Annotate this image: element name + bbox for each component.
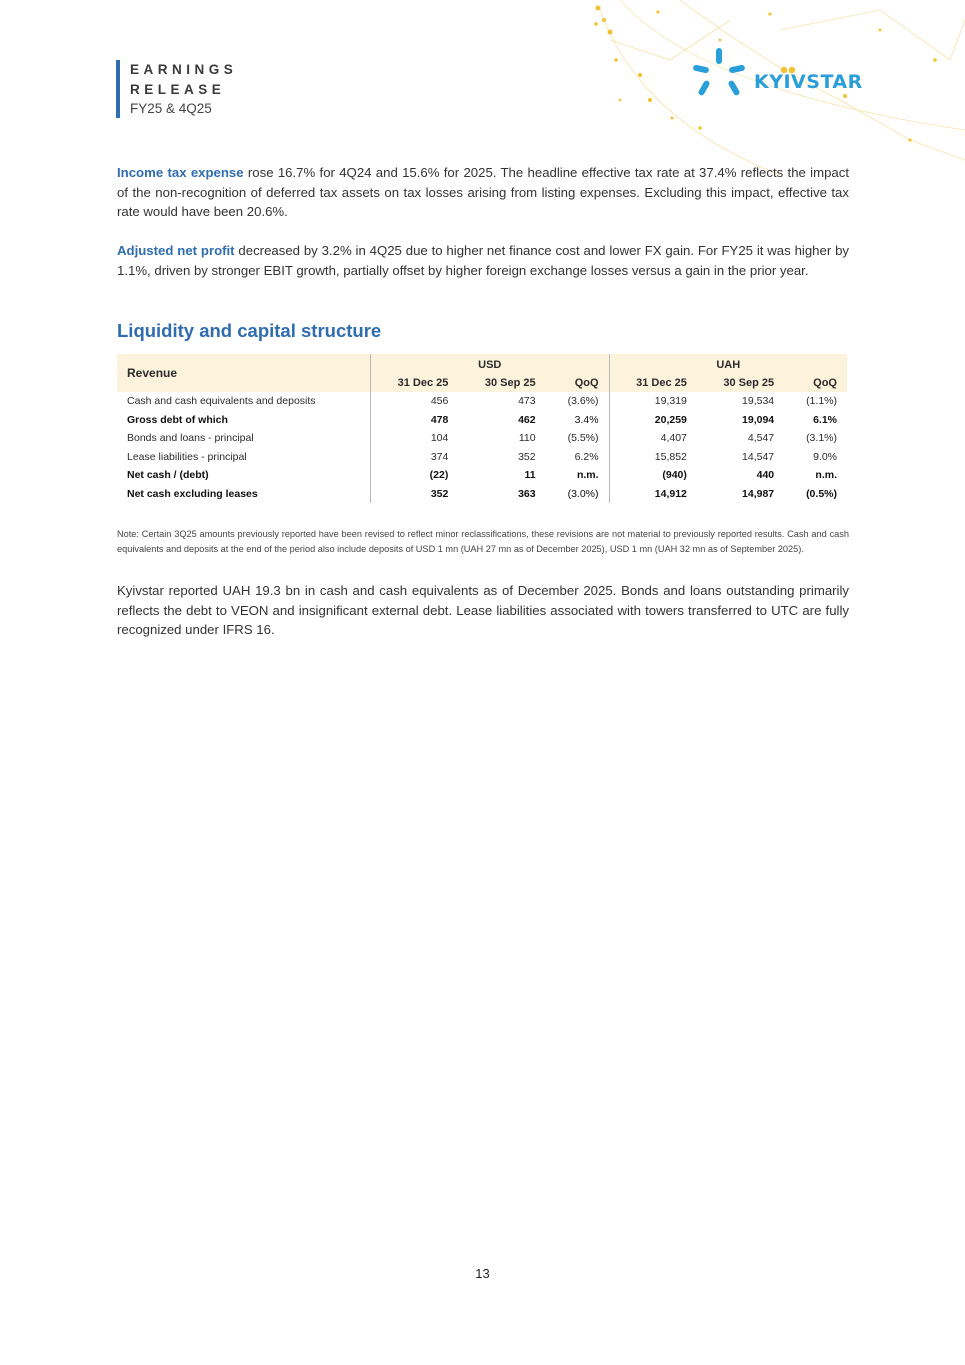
table-row [117,448,847,467]
table-cell: 20,259 [609,411,697,430]
row-label: Net cash excluding leases [127,487,258,500]
table-row [117,411,847,430]
table-cell: 19,319 [609,392,697,411]
table-note: Note: Certain 3Q25 amounts previously reported have been revised to reflect minor reclassifications, these revisions are not material to previously reported results. Cash and cash equivalents and deposits at the end of the period also include deposits of USD 1 mn (UAH 27 mn as of December 2025), USD 1 mn (UAH 32 mn as of September 2025). [117,529,849,554]
table-cell: (3.1%) [806,432,837,445]
table-cell: 4,407 [609,429,697,448]
star-icon [693,48,746,96]
page-number: 13 [475,1266,490,1281]
table-row [117,485,847,504]
table-cell: 478 [371,411,459,430]
table-cell: 440 [756,469,775,482]
table-row [117,429,847,448]
header-period: FY25 & 4Q25 [130,101,212,116]
table-cell: 14,987 [742,487,775,500]
table-row-header: Revenue [117,354,371,392]
row-label: Lease liabilities - principal [127,450,247,463]
table-cell: (5.5%) [567,432,599,445]
logo-text: KYIVSTAR [754,71,863,93]
column-header: QoQ [546,374,609,392]
table-cell: (3.6%) [567,395,599,408]
column-header: 30 Sep 25 [458,374,545,392]
document-header [116,60,237,118]
table-cell: 19,534 [742,395,775,408]
row-label: Net cash / (debt) [127,469,209,482]
section-title: Liquidity and capital structure [117,320,382,341]
table-cell: 462 [518,413,536,426]
income-tax-paragraph [117,163,849,222]
table-cell: 352 [371,485,459,504]
table-cell: 363 [518,487,536,500]
row-label: Gross debt of which [127,413,228,426]
table-cell: 110 [518,432,536,445]
table-cell: 15,852 [609,448,697,467]
table-cell: 473 [518,395,536,408]
table-cell: 6.1% [813,413,837,426]
table-cell: (940) [609,466,697,485]
table-cell: (3.0%) [567,487,599,500]
liquidity-table [117,354,847,503]
table-cell: (1.1%) [806,395,837,408]
table-cell: 11 [524,469,536,482]
income-tax-text: rose 16.7% for 4Q24 and 15.6% for 2025. The headline effective tax rate at 37.4% reflects the impact of the non-recognition of deferred tax assets on tax losses arising from listing expenses. Excluding this impact, effective tax rate would have been 20.6%. [117,165,850,219]
table-cell: 4,547 [747,432,775,445]
table-cell: 3.4% [574,413,599,426]
table-row [117,392,847,411]
income-tax-keyword: Income tax expense [117,165,244,180]
header-line-1: EARNINGS [130,62,238,77]
table-cell: n.m. [576,469,599,482]
column-header: 31 Dec 25 [609,374,697,392]
table-cell: 6.2% [574,450,599,463]
table-cell: (0.5%) [806,487,837,500]
table-cell: 352 [518,450,536,463]
column-header: 30 Sep 25 [697,374,784,392]
table-cell: 9.0% [813,450,837,463]
row-label: Cash and cash equivalents and deposits [127,395,316,408]
table-row [117,466,847,485]
adjusted-net-profit-text: decreased by 3.2% in 4Q25 due to higher net finance cost and lower FX gain. For FY25 it was higher by 1.1%, driven by stronger EBIT growth, partially offset by higher foreign exchange losses versus a gain in the prior year. [117,243,849,278]
column-header: QoQ [784,374,847,392]
liquidity-summary-paragraph: Kyivstar reported UAH 19.3 bn in cash and cash equivalents as of December 2025. Bonds and loans outstanding primarily reflects the debt to VEON and insignificant external debt. Lease liabilities associated with towers transferred to UTC are fully recognized under IFRS 16. [117,583,849,637]
column-header: 31 Dec 25 [371,374,459,392]
usd-group-header: USD [371,354,610,374]
adjusted-net-profit-keyword: Adjusted net profit [117,243,235,258]
table-cell: 374 [371,448,459,467]
header-line-2: RELEASE [130,82,226,97]
table-cell: 19,094 [742,413,775,426]
table-cell: 14,912 [609,485,697,504]
row-label: Bonds and loans - principal [127,432,254,445]
table-cell: 104 [371,429,459,448]
adjusted-net-profit-paragraph [117,241,849,280]
table-cell: (22) [371,466,459,485]
table-cell: n.m. [815,469,837,482]
table-cell: 456 [371,392,459,411]
uah-group-header: UAH [609,354,847,374]
table-cell: 14,547 [742,450,775,463]
